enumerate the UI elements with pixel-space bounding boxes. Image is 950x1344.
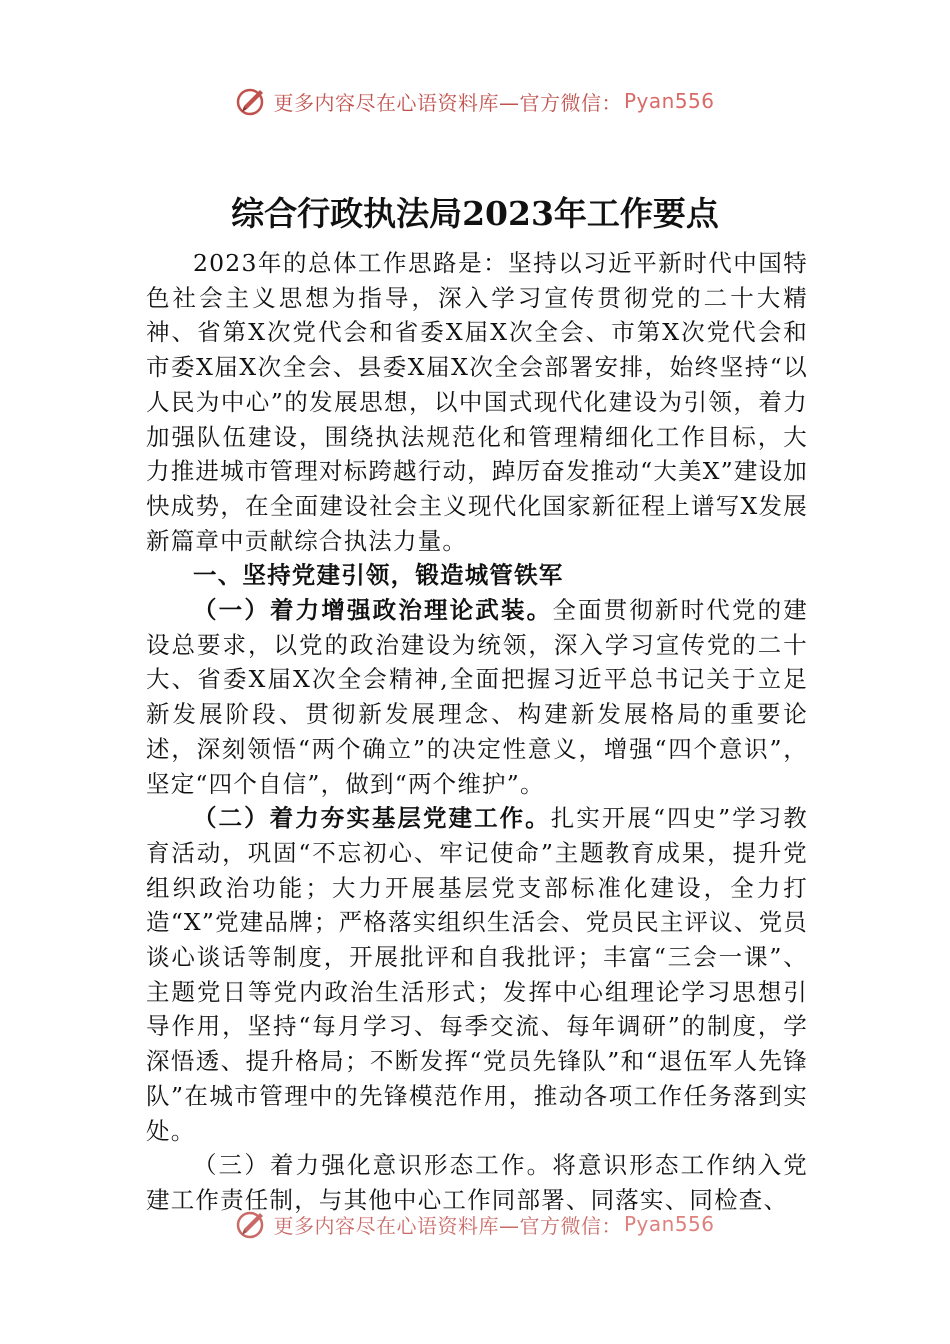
item-1-body: 全面贯彻新时代党的建设总要求，以党的政治建设为统领，深入学习宣传党的二十大、省委X届X次全会精神,全面把握习近平总书记关于立足新发展阶段、贯彻新发展理念、构建新发展格局的重要论述，深刻领悟“两个确立”的决定性意义，增强“四个意识”，坚定“四个自信”，做到“两个维护”。 bbox=[146, 596, 808, 798]
item-2-paragraph bbox=[146, 801, 808, 1148]
watermark-wechat-id: Pyan556 bbox=[623, 89, 715, 113]
watermark-header bbox=[0, 84, 950, 118]
watermark-footer bbox=[0, 1207, 950, 1241]
pen-logo-icon bbox=[235, 84, 269, 118]
document-body bbox=[146, 246, 808, 1218]
section-heading-1: 一、坚持党建引领，锻造城管铁军 bbox=[193, 561, 564, 590]
watermark-text: 更多内容尽在心语资料库—官方微信： bbox=[273, 1213, 622, 1238]
intro-paragraph: 2023年的总体工作思路是：坚持以习近平新时代中国特色社会主义思想为指导，深入学习宣传贯彻党的二十大精神、省第X次党代会和省委X届X次全会、市第X次党代会和市委X届X次全会、县委X届X次全会部署安排，始终坚持“以人民为中心”的发展思想，以中国式现代化建设为引领，着力加强队伍建设，围绕执法规范化和管理精细化工作目标，大力推进城市管理对标跨越行动，踔厉奋发推动“大美X”建设加快成势，在全面建设社会主义现代化国家新征程上谱写X发展新篇章中贡献综合执法力量。 bbox=[146, 249, 808, 555]
watermark-text: 更多内容尽在心语资料库—官方微信： bbox=[273, 90, 622, 115]
item-2-body: 扎实开展“四史”学习教育活动，巩固“不忘初心、牢记使命”主题教育成果，提升党组织政治功能；大力开展基层党支部标准化建设，全力打造“X”党建品牌；严格落实组织生活会、党员民主评议、党员谈心谈话等制度，开展批评和自我批评；丰富“三会一课”、主题党日等党内政治生活形式；发挥中心组理论学习思想引导作用，坚持“每月学习、每季交流、每年调研”的制度，学深悟透、提升格局；不断发挥“党员先锋队”和“退伍军人先锋队”在城市管理中的先锋模范作用，推动各项工作任务落到实处。 bbox=[146, 804, 808, 1145]
item-3-heading: （三）着力强化意识形态工作。 bbox=[193, 1151, 553, 1180]
item-2-heading: （二）着力夯实基层党建工作。 bbox=[193, 804, 551, 833]
item-1-heading: （一）着力增强政治理论武装。 bbox=[193, 596, 553, 625]
pen-logo-icon bbox=[235, 1207, 269, 1241]
document-title: 综合行政执法局2023年工作要点 bbox=[231, 194, 719, 233]
watermark-wechat-id: Pyan556 bbox=[623, 1212, 715, 1236]
item-3-body: 将意识形态工作纳入党建工作责任制，与其他中心工作同部署、同落实、同检查、 bbox=[146, 1151, 808, 1214]
item-1-paragraph bbox=[146, 593, 808, 801]
